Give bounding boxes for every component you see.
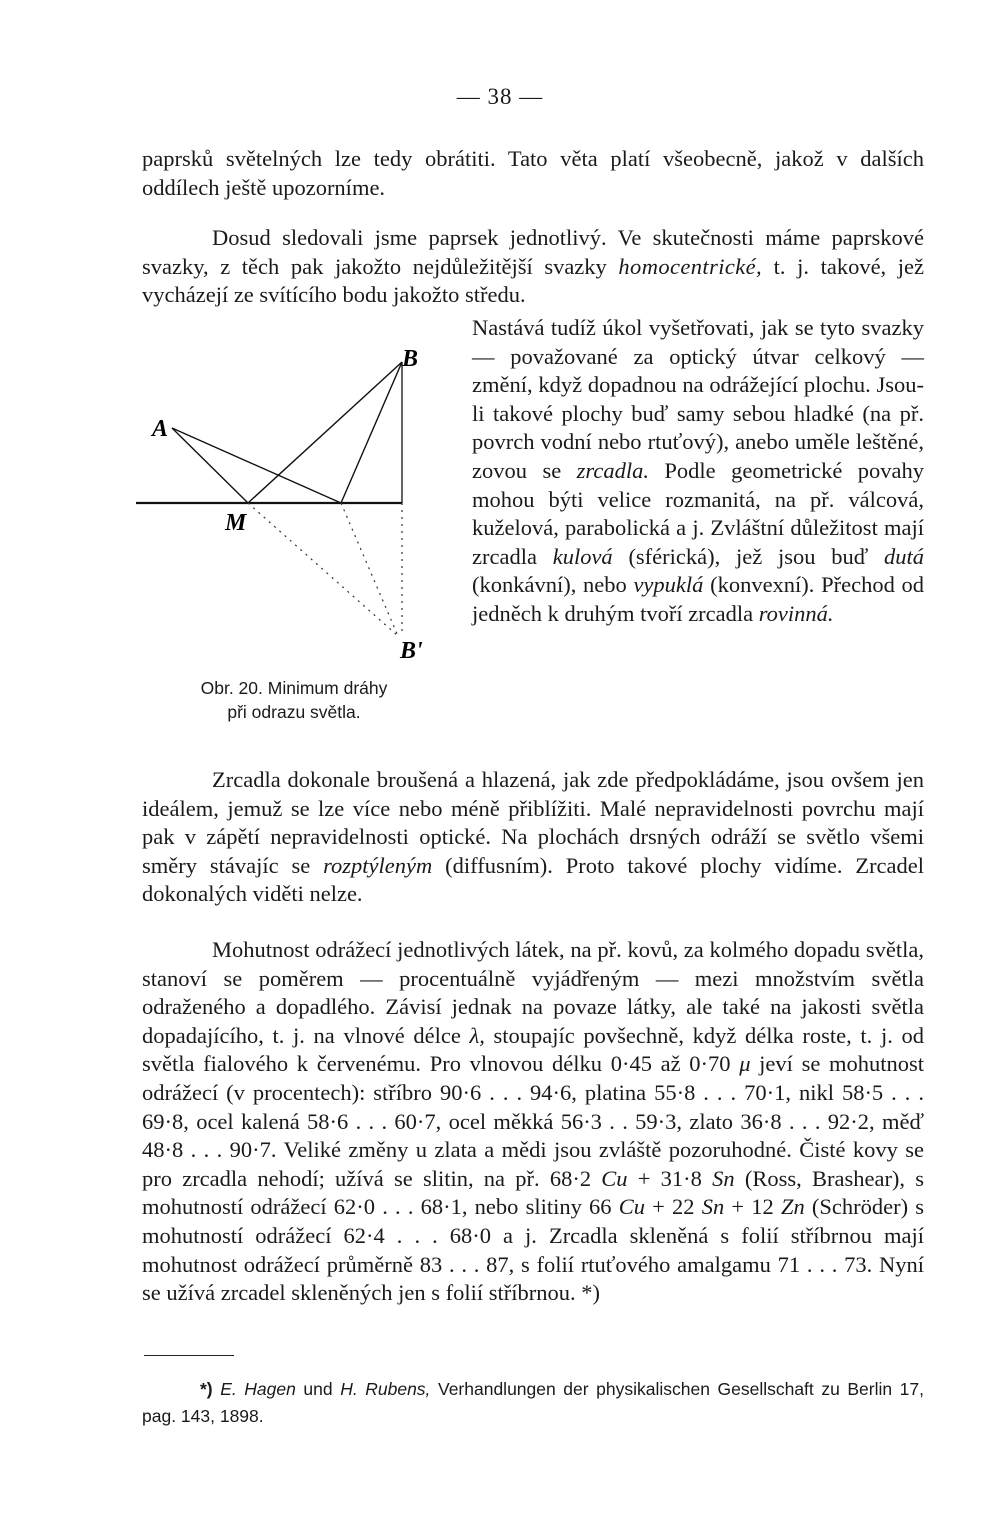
paragraph-2-wrap-column [472,314,924,629]
wrap-text-a: Nastává tudíž úkol vyšetřovati, jak se tyto svazky — považované za optický útvar celkový — změní, když dopadnou na odrážející plochu. Jsou-li takové plochy buď samy sebou hladké (na př. povrch vodní nebo rtuťový), anebo uměle leštěné, zovou se [472,315,924,483]
symbol-cu: Cu [618,1194,645,1220]
dotted-ray-m-to-b-prime [248,503,398,636]
caption-line-1: Obr. 20. Minimum dráhy [200,678,388,698]
footnote-author-1: E. Hagen [220,1379,296,1399]
symbol-cu: Cu [601,1165,628,1191]
paragraph-4-text-g: + 12 [731,1194,774,1220]
paragraph-1-text: paprsků světelných lze tedy obrátiti. Tato věta platí všeobecně, jakož v dalších oddílech ještě upozorníme. [142,146,924,200]
paragraph-4 [142,936,924,1308]
paragraph-4-text-a: Mohutnost odrážecí jednotlivých látek, na př. kovů, za kolmého dopadu světla, stanoví se poměrem — procentuálně vyjádřeným — mezi množstvím světla odraženého a dopadlého. Závisí jednak na povaze látky, ale také na jakosti světla dopadajícího, t. j. na vlnové délce [142,937,924,1048]
wrap-text-e: (konvexní). Přechod od jedněch k druhým tvoří zrcadla [472,572,924,626]
paragraph-4-text-f: + 22 [652,1194,695,1220]
symbol-sn: Sn [701,1194,725,1220]
caption-line-2: při odrazu světla. [227,702,361,722]
paragraph-4-text-d: + 31·8 [637,1165,702,1191]
term-homocentric: homocentrické, [618,253,763,279]
label-b-prime: B' [400,638,423,664]
ray-a-to-other-point [172,428,341,503]
term-zrcadla: zrcadla. [576,457,649,483]
paragraph-1 [142,145,924,202]
paragraph-4-text-h: (Schröder) s mohutností odrážecí 62·4 . . . 68·0 a j. Zrcadla skleněná s folií stříbrnou mají mohutnost odrážecí průměrně 83 . . . 87, s folií rtuťového amalgamu 71 . . . 73. Nyní se užívá zrcadel skleněných jen s folií stříbrnou. *) [142,1194,925,1306]
paragraph-2 [142,224,924,310]
paragraph-2-rest: t. j. takové, jež vycházejí ze svítícího bodu jakožto středu. [142,253,925,308]
term-duta: dutá [884,543,925,569]
symbol-sn: Sn [712,1165,735,1191]
term-rozptyleny: rozptýleným [323,852,433,878]
term-kulova: kulová [552,543,613,569]
symbol-zn: Zn [780,1194,805,1220]
figure-caption [150,676,438,724]
reflection-diagram [136,340,436,670]
paragraph-3 [142,766,924,909]
symbol-lambda: λ, [469,1022,485,1048]
footnote-author-2: H. Rubens, [340,1379,431,1399]
paragraph-2-intro: Dosud sledovali jsme paprsek jednotlivý. Ve skutečnosti máme paprskové svazky, z těch pak jakožto nejdůležitější svazky [142,225,924,279]
ray-m-to-b [248,362,402,503]
symbol-mu: μ [739,1051,751,1077]
paragraph-4-text-c: jeví se mohutnost odrážecí (v procentech): stříbro 90·6 . . . 94·6, platina 55·8 . . . 70·1, nikl 58·5 . . . 69·8, ocel kalená 58·6 . . . 60·7, ocel měkká 56·3 . . 59·3, zlato 36·8 . . . 92·2, měď 48·8 . . . 90·7. Veliké změny u zlata a mědi jsou zvláště pozoruhodné. Čisté kovy se pro zrcadla nehodí; užívá se slitin, na př. 68·2 [142,1051,924,1191]
dotted-ray-other-to-b-prime [341,503,398,636]
paragraph-4-text-b: stoupajíc povšechně, když délka roste, t. j. od světla fialového k červenému. Pro vlnovou délku 0·45 až 0·70 [142,1022,924,1077]
term-vypukla: vypuklá [633,572,704,598]
wrap-text-c: (sférická), jež jsou buď [628,543,869,569]
footnote-divider [144,1355,234,1356]
footnote-marker: *) [200,1379,213,1399]
wrap-text-b: Podle geometrické povahy mohou býti velice rozmanitá, na př. válcová, kuželová, parabolická a j. Zvláštní důležitost mají zrcadla [472,457,925,569]
footnote-text: Verhandlungen der physikalischen Gesellschaft zu Berlin 17, pag. 143, 1898. [142,1379,924,1426]
footnote [142,1376,924,1430]
label-b: B [402,346,419,372]
label-a: A [152,416,169,442]
paragraph-3-text-b: (diffusním). Proto takové plochy vidíme. Zrcadel dokonalých viděti nelze. [142,852,925,907]
ray-other-point-to-b [341,362,402,503]
paragraph-3-text-a: Zrcadla dokonale broušená a hlazená, jak zde předpokládáme, jsou ovšem jen ideálem, jemuž se lze více nebo méně přiblížiti. Malé nepravidelnosti povrchu mají pak v zápětí nepravidelnosti optické. Na plochách drsných odráží se světlo všemi směry stávajíc se [142,767,924,878]
footnote-und: und [303,1379,333,1399]
page-number: — 38 — [456,84,544,109]
wrap-text-d: (konkávní), nebo [472,572,627,598]
term-rovinna: rovinná. [758,600,834,626]
label-m: M [225,510,247,536]
ray-a-to-m [172,428,248,503]
paragraph-4-text-e: (Ross, Brashear), s mohutností odrážecí 62·0 . . . 68·1, nebo slitiny 66 [142,1165,925,1220]
